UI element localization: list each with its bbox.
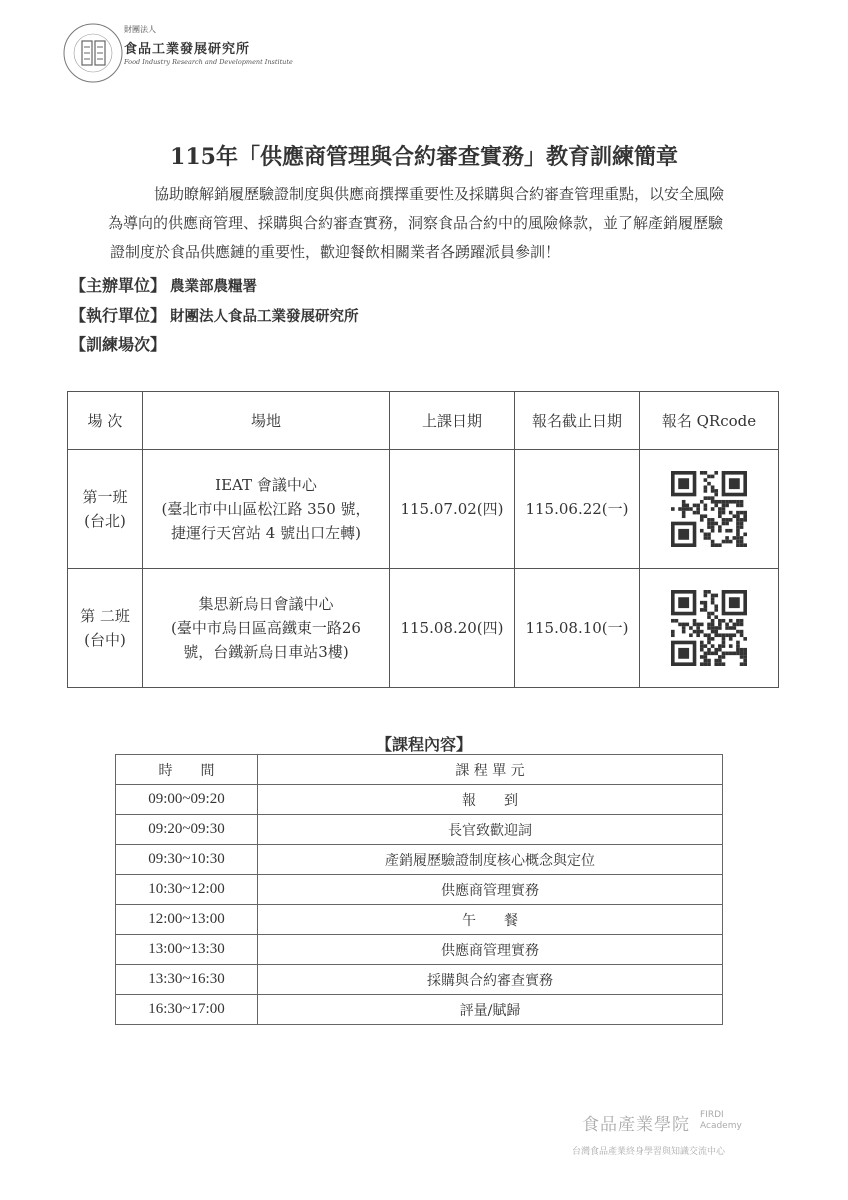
academy-name: 食品產業學院	[582, 1115, 690, 1135]
qr-cell[interactable]	[640, 450, 779, 569]
schedule-unit: 供應商管理實務	[258, 875, 723, 905]
schedule-time: 09:20~09:30	[116, 815, 258, 845]
org-prefix: 財團法人	[124, 25, 156, 34]
venue-name: IEAT 會議中心	[215, 476, 317, 494]
schedule-unit: 採購與合約審查實務	[258, 965, 723, 995]
sessions-table	[67, 391, 779, 688]
firdi-academy	[700, 1110, 742, 1132]
session-cell	[68, 450, 143, 569]
table-header-row	[68, 392, 779, 450]
session-name: 第一班	[82, 488, 128, 506]
schedule-row	[116, 875, 723, 905]
course-title: 【課程內容】	[375, 735, 472, 754]
footer-brand	[560, 1108, 800, 1163]
qr-cell[interactable]	[640, 569, 779, 688]
schedule-unit: 供應商管理實務	[258, 935, 723, 965]
executor-row	[70, 303, 359, 326]
header-class-date: 上課日期	[390, 392, 515, 450]
schedule-row	[116, 935, 723, 965]
schedule-row	[116, 845, 723, 875]
page-title: 115年「供應商管理與合約審查實務」教育訓練簡章	[170, 144, 678, 170]
session-city: (台北)	[84, 512, 126, 530]
organizer-row	[70, 273, 257, 296]
academy-line: Academy	[700, 1121, 742, 1131]
organizer-value: 農業部農糧署	[170, 278, 258, 295]
schedule-unit: 長官致歡迎詞	[258, 815, 723, 845]
institute-seal-icon	[62, 22, 124, 84]
deadline-cell: 115.06.22(一)	[515, 450, 640, 569]
org-name-en: Food Industry Research and Development Institute	[124, 58, 293, 66]
venue-address: (臺中市烏日區高鐵東一路26	[171, 619, 361, 637]
table-row	[68, 569, 779, 688]
organizer-label: 【主辦單位】	[70, 276, 167, 295]
sessions-label: 【訓練場次】	[70, 335, 167, 354]
schedule-row	[116, 995, 723, 1025]
schedule-time: 13:30~16:30	[116, 965, 258, 995]
org-name: 食品工業發展研究所	[124, 42, 251, 57]
qr-code-icon[interactable]	[667, 471, 751, 547]
org-logo	[60, 20, 293, 90]
intro-line: 證制度於食品供應鏈的重要性，歡迎餐飲相關業者各踴躍派員參訓！	[110, 243, 561, 261]
table-row	[68, 450, 779, 569]
firdi-line: FIRDI	[700, 1110, 724, 1120]
venue-cell	[143, 450, 390, 569]
venue-directions: 號，台鐵新烏日車站3樓)	[183, 643, 349, 661]
schedule-row	[116, 905, 723, 935]
schedule-unit: 報 到	[258, 785, 723, 815]
header-qrcode: 報名 QRcode	[640, 392, 779, 450]
course-schedule-table	[115, 754, 723, 1025]
intro-paragraph	[110, 180, 760, 267]
schedule-row	[116, 965, 723, 995]
schedule-unit: 午 餐	[258, 905, 723, 935]
header-time: 時 間	[116, 755, 258, 785]
intro-line: 為導向的供應商管理、採購與合約審查實務，洞察食品合約中的風險條款，並了解產銷履歷驗	[108, 214, 724, 232]
schedule-unit: 評量/賦歸	[258, 995, 723, 1025]
schedule-time: 09:30~10:30	[116, 845, 258, 875]
venue-cell	[143, 569, 390, 688]
venue-directions: 捷運行天宮站 4 號出口左轉)	[171, 524, 361, 542]
executor-value: 財團法人食品工業發展研究所	[170, 308, 359, 325]
session-cell	[68, 569, 143, 688]
session-name: 第 二班	[80, 607, 130, 625]
schedule-row	[116, 785, 723, 815]
schedule-header-row	[116, 755, 723, 785]
sessions-heading	[70, 332, 166, 355]
schedule-row	[116, 815, 723, 845]
header-unit: 課 程 單 元	[258, 755, 723, 785]
qr-code-icon[interactable]	[667, 590, 751, 666]
executor-label: 【執行單位】	[70, 306, 167, 325]
venue-address: (臺北市中山區松江路 350 號，	[161, 500, 371, 518]
academy-subtitle: 台灣食品產業終身學習與知識交流中心	[572, 1147, 726, 1157]
schedule-unit: 產銷履歷驗證制度核心概念與定位	[258, 845, 723, 875]
schedule-time: 13:00~13:30	[116, 935, 258, 965]
deadline-cell: 115.08.10(一)	[515, 569, 640, 688]
header-deadline: 報名截止日期	[515, 392, 640, 450]
schedule-time: 16:30~17:00	[116, 995, 258, 1025]
schedule-time: 12:00~13:00	[116, 905, 258, 935]
header-venue: 場地	[143, 392, 390, 450]
schedule-time: 09:00~09:20	[116, 785, 258, 815]
session-city: (台中)	[84, 631, 126, 649]
header-session: 場 次	[68, 392, 143, 450]
venue-name: 集思新烏日會議中心	[198, 595, 334, 613]
class-date-cell: 115.07.02(四)	[390, 450, 515, 569]
schedule-time: 10:30~12:00	[116, 875, 258, 905]
class-date-cell: 115.08.20(四)	[390, 569, 515, 688]
intro-line: 協助瞭解銷履歷驗證制度與供應商撰擇重要性及採購與合約審查管理重點，以安全風險	[154, 185, 725, 203]
